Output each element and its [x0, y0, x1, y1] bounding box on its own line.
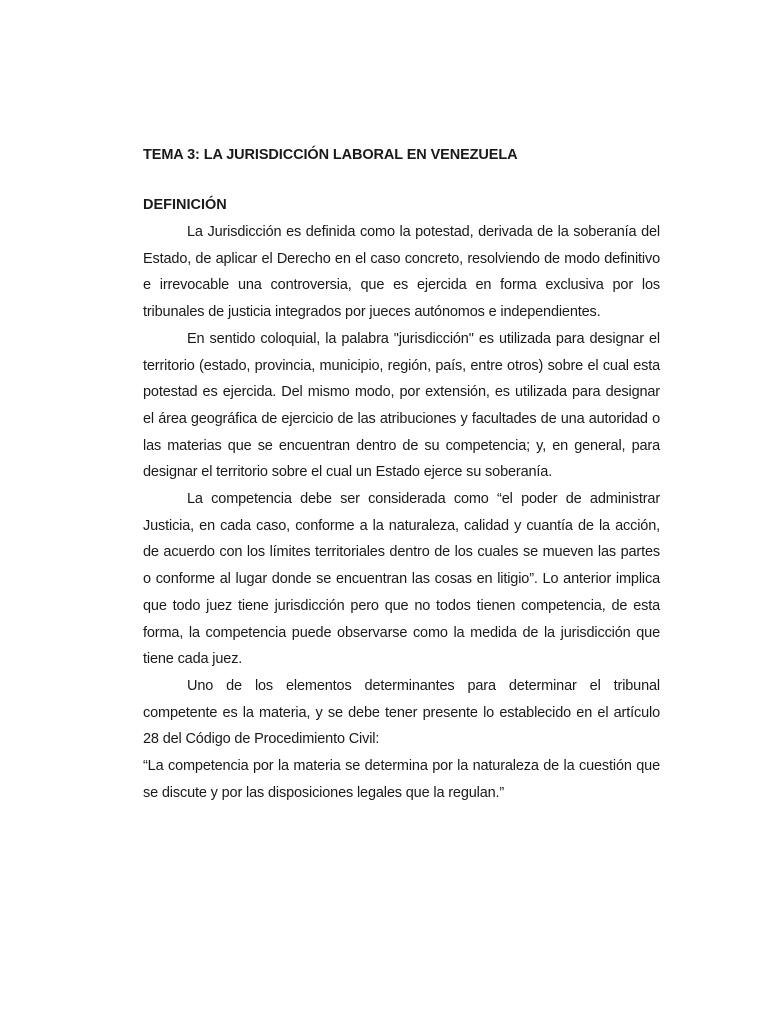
legal-quote: “La competencia por la materia se determina por la naturaleza de la cuestión que se discute y por las disposiciones legales que la regulan.” — [143, 758, 660, 801]
document-title: TEMA 3: LA JURISDICCIÓN LABORAL EN VENEZUELA — [143, 147, 518, 163]
paragraph-1: La Jurisdicción es definida como la potestad, derivada de la soberanía del Estado, de aplicar el Derecho en el caso concreto, resolviendo de modo definitivo e irrevocable una controversia, que es ejercida en forma exclusiva por los tribunales de justicia integrados por jueces autónomos e independientes. — [143, 224, 660, 321]
document-page — [143, 145, 660, 806]
paragraph-3: La competencia debe ser considerada como “el poder de administrar Justicia, en cada caso, conforme a la naturaleza, calidad y cuantía de la acción, de acuerdo con los límites territoriales dentro de los cuales se mueven las partes o conforme al lugar donde se encuentran las cosas en litigio”. Lo anterior implica que todo juez tiene jurisdicción pero que no todos tienen competencia, de esta forma, la competencia puede observarse como la medida de la jurisdicción que tiene cada juez. — [143, 491, 660, 668]
paragraph-2: En sentido coloquial, la palabra "jurisdicción" es utilizada para designar el territorio (estado, provincia, municipio, región, país, entre otros) sobre el cual esta potestad es ejercida. Del mismo modo, por extensión, es utilizada para designar el área geográfica de ejercicio de las atribuciones y facultades de una autoridad o las materias que se encuentran dentro de su competencia; y, en general, para designar el territorio sobre el cual un Estado ejerce su soberanía. — [143, 330, 660, 481]
section-heading: DEFINICIÓN — [143, 197, 227, 213]
paragraph-4: Uno de los elementos determinantes para determinar el tribunal competente es la materia, y se debe tener presente lo establecido en el artículo 28 del Código de Procedimiento Civil: — [143, 677, 660, 748]
